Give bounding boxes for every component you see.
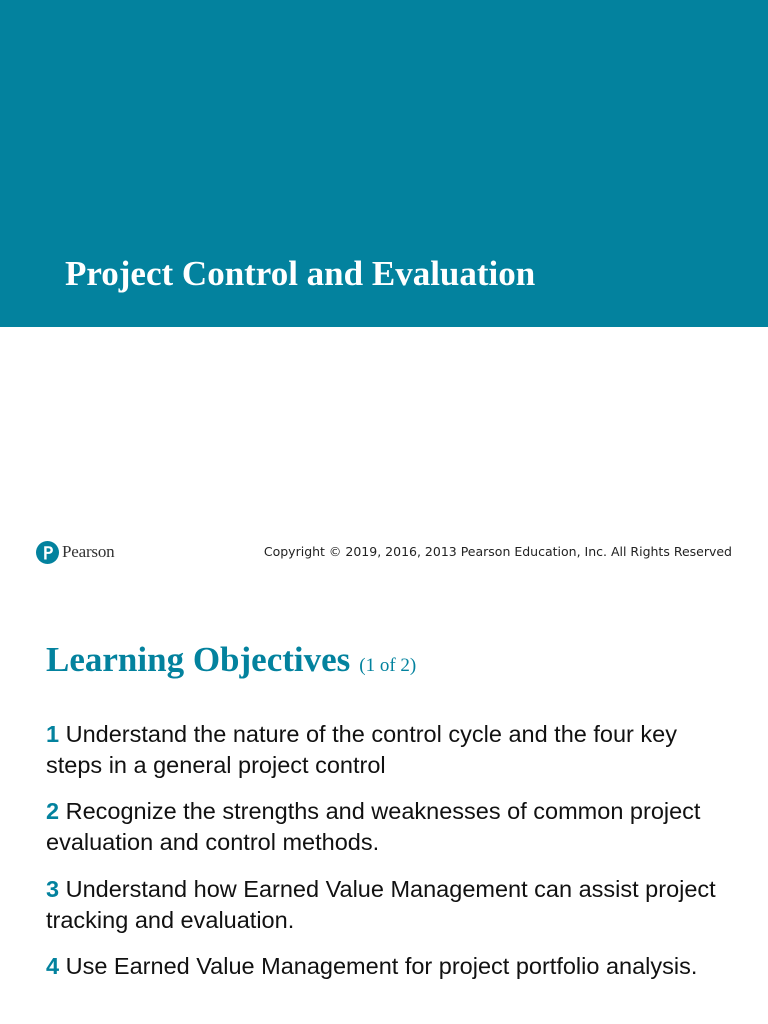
- objectives-heading-main: Learning Objectives: [46, 640, 351, 679]
- objective-number: 4: [46, 953, 60, 979]
- objectives-slide: [0, 576, 768, 1024]
- objective-item: [46, 874, 726, 936]
- objectives-heading: [46, 638, 416, 688]
- objective-number: 3: [46, 876, 60, 902]
- objective-number: 1: [46, 721, 60, 747]
- objective-number: 2: [46, 798, 60, 824]
- slide-title: Project Control and Evaluation: [65, 254, 536, 293]
- objective-text: Use Earned Value Management for project portfolio analysis.: [65, 953, 698, 979]
- copyright-notice: Copyright © 2019, 2016, 2013 Pearson Education, Inc. All Rights Reserved: [263, 544, 732, 559]
- objective-item: [46, 951, 726, 982]
- objective-item: [46, 719, 726, 781]
- objective-text: Recognize the strengths and weaknesses of common project evaluation and control methods.: [46, 798, 701, 855]
- pearson-wordmark: Pearson: [62, 542, 115, 561]
- objective-text: Understand how Earned Value Management can assist project tracking and evaluation.: [46, 876, 716, 933]
- objective-text: Understand the nature of the control cycle and the four key steps in a general project control: [46, 721, 677, 778]
- title-band: [0, 0, 768, 327]
- pearson-logo: [36, 539, 114, 565]
- objective-item: [46, 796, 726, 858]
- pearson-logo-icon: [36, 541, 59, 564]
- objectives-heading-part: (1 of 2): [359, 655, 417, 676]
